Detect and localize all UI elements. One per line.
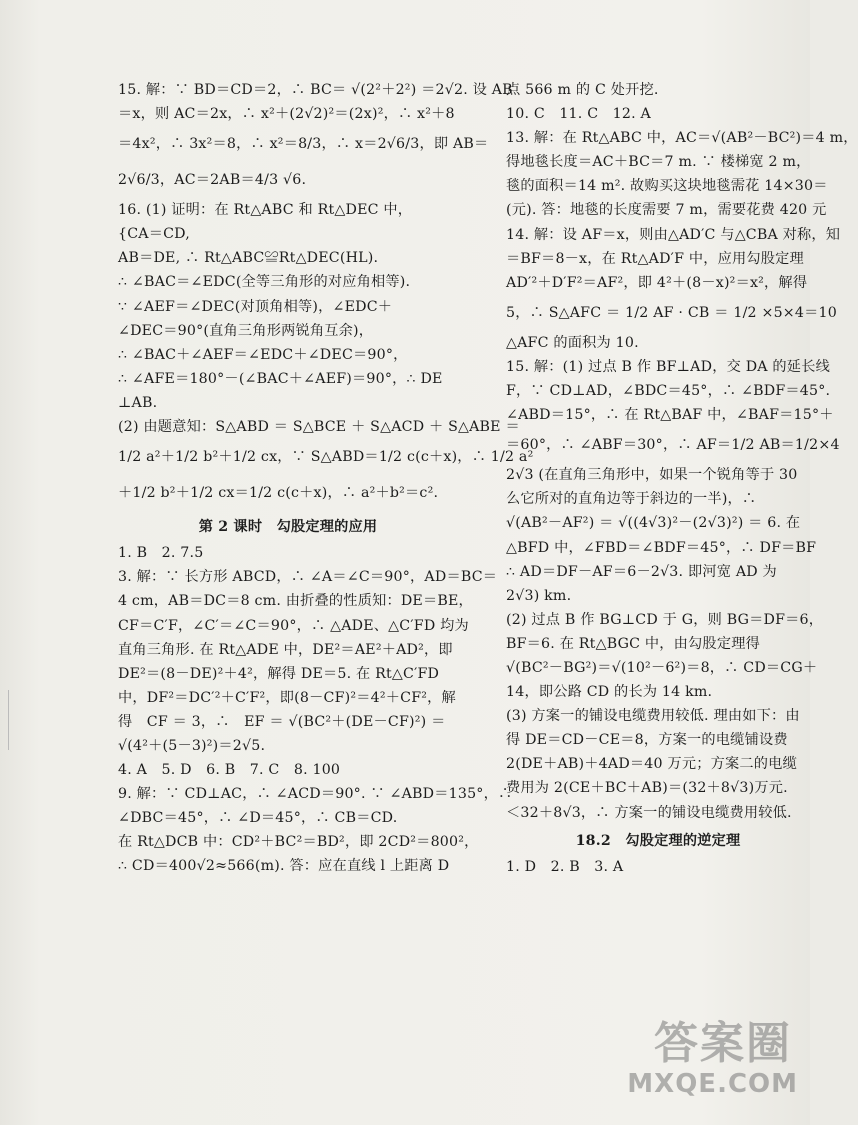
answer-line: 中，DF²＝DC′²＋C′F²，即(8－CF)²＝4²＋CF²，解 — [118, 689, 456, 706]
answer-line: ∠DBC＝45°，∴ ∠D＝45°，∴ CB＝CD. — [118, 810, 398, 827]
site-watermark — [627, 1007, 802, 1117]
answer-line: (2) 由题意知：S△ABD ＝ S△BCE ＋ S△ACD ＋ S△ABE ＝ — [118, 419, 520, 436]
answer-line: DE²＝(8－DE)²＋4²，解得 DE＝5. 在 Rt△C′FD — [118, 665, 440, 682]
answer-line: 2√3 (在直角三角形中，如果一个锐角等于 30 — [506, 467, 798, 484]
section-heading: 第 2 课时 勾股定理的应用 — [198, 519, 378, 536]
answer-line: 2(DE＋AB)＋4AD＝40 万元；方案二的电缆 — [506, 756, 797, 773]
answer-line: 1. D 2. B 3. A — [506, 858, 624, 875]
answer-line: △AFC 的面积为 10. — [506, 334, 639, 351]
answer-line: BF＝6. 在 Rt△BGC 中，由勾股定理得 — [506, 635, 760, 652]
watermark-logo-text: 答案圈 — [654, 1018, 792, 1069]
answer-line: ＝BF＝8－x，在 Rt△AD′F 中，应用勾股定理 — [506, 250, 804, 267]
answer-line: 费用为 2(CE＋BC＋AB)＝(32＋8√3)万元. — [506, 780, 788, 797]
answer-line: F，∵ CD⊥AD，∠BDC＝45°，∴ ∠BDF＝45°. — [506, 383, 831, 400]
answer-line: △BFD 中，∠FBD＝∠BDF＝45°，∴ DF＝BF — [506, 539, 817, 556]
section-heading: 18.2 勾股定理的逆定理 — [575, 832, 741, 849]
answer-line: √(4²＋(5－3)²)＝2√5. — [118, 737, 266, 754]
answer-line: 得 DE＝CD－CE＝8，方案一的电缆铺设费 — [506, 732, 788, 749]
answer-line: (3) 方案一的铺设电缆费用较低. 理由如下：由 — [506, 708, 800, 725]
answer-line: ∠ABD＝15°，∴ 在 Rt△BAF 中，∠BAF＝15°＋ — [506, 407, 834, 424]
answer-line: 直角三角形. 在 Rt△ADE 中，DE²＝AE²＋AD²，即 — [118, 641, 453, 658]
answer-line: ＝4x²，∴ 3x²＝8，∴ x²＝8/3，∴ x＝2√6/3，即 AB＝ — [118, 136, 489, 153]
answer-line: 1. B 2. 7.5 — [118, 545, 204, 562]
answer-line: 得地毯长度＝AC＋BC＝7 m. ∵ 楼梯宽 2 m， — [506, 154, 811, 171]
answer-line: 14，即公路 CD 的长为 14 km. — [506, 684, 713, 701]
answer-line: 4. A 5. D 6. B 7. C 8. 100 — [118, 762, 341, 779]
answer-line: 5，∴ S△AFC ＝ 1/2 AF · CB ＝ 1/2 ×5×4＝10 — [506, 304, 837, 321]
right-column — [506, 78, 858, 879]
answer-line: 14. 解：设 AF＝x，则由△AD′C 与△CBA 对称，知 — [506, 226, 841, 243]
answer-line: ∴ CD＝400√2≈566(m). 答：应在直线 l 上距离 D — [118, 858, 450, 875]
answer-line: ∴ ∠AFE＝180°－(∠BAC＋∠AEF)＝90°，∴ DE — [118, 370, 443, 387]
answer-line: 13. 解：在 Rt△ABC 中，AC＝√(AB²－BC²)＝4 m， — [506, 130, 858, 147]
answer-line: {CA＝CD, — [118, 226, 190, 243]
answer-line: ∵ ∠AEF＝∠DEC(对顶角相等)，∠EDC＋ — [118, 298, 393, 315]
watermark-url: MXQE.COM — [627, 1069, 798, 1099]
answer-line: 2√3) km. — [506, 587, 572, 604]
answer-line: 10. C 11. C 12. A — [506, 106, 651, 123]
answer-line: ⊥AB. — [118, 394, 158, 411]
answer-line: 么它所对的直角边等于斜边的一半)，∴ — [506, 491, 757, 508]
answer-line: 3. 解：∵ 长方形 ABCD，∴ ∠A＝∠C＝90°，AD＝BC＝ — [118, 569, 498, 586]
answer-line: 得 CF ＝ 3，∴ EF ＝ √(BC²＋(DE－CF)²) ＝ — [118, 713, 446, 730]
left-column — [118, 78, 534, 879]
answer-line: ∴ ∠BAC＋∠AEF＝∠EDC＋∠DEC＝90°， — [118, 346, 408, 363]
answer-line: 9. 解：∵ CD⊥AC，∴ ∠ACD＝90°. ∵ ∠ABD＝135°，∴ — [118, 786, 513, 803]
answer-line: CF＝C′F，∠C′＝∠C＝90°，∴ △ADE、△C′FD 均为 — [118, 617, 469, 634]
answer-line: 1/2 a²＋1/2 b²＋1/2 cx，∵ S△ABD＝1/2 c(c＋x)，∴ 1/2 a² — [118, 449, 534, 466]
answer-line: √(BC²－BG²)＝√(10²－6²)＝8，∴ CD＝CG＋ — [506, 659, 818, 676]
answer-line: 点 566 m 的 C 处开挖. — [506, 82, 659, 98]
answer-line: ＋1/2 b²＋1/2 cx＝1/2 c(c＋x)，∴ a²＋b²＝c². — [118, 485, 439, 502]
answer-line: 毯的面积＝14 m². 故购买这块地毯需花 14×30＝ — [506, 178, 828, 195]
answer-line: ＝x，则 AC＝2x，∴ x²＋(2√2)²＝(2x)²，∴ x²＋8 — [118, 106, 455, 123]
answer-line: ∠DEC＝90°(直角三角形两锐角互余)， — [118, 322, 374, 339]
answer-line: 2√6/3，AC＝2AB＝4/3 √6. — [118, 172, 307, 189]
answer-line: ∴ ∠BAC＝∠EDC(全等三角形的对应角相等). — [118, 274, 411, 291]
answer-line: 15. 解：(1) 过点 B 作 BF⊥AD，交 DA 的延长线 — [506, 358, 830, 375]
answer-line: 在 Rt△DCB 中：CD²＋BC²＝BD²，即 2CD²＝800²， — [118, 834, 479, 851]
answer-line: (元). 答：地毯的长度需要 7 m，需要花费 420 元 — [506, 202, 827, 219]
answer-line: 15. 解：∵ BD＝CD＝2，∴ BC＝ √(2²＋2²) ＝2√2. 设 AB — [118, 82, 513, 98]
answer-line: ＝60°，∴ ∠ABF＝30°，∴ AF＝1/2 AB＝1/2×4 — [506, 437, 840, 454]
answer-line: AB＝DE, ∴ Rt△ABC≌Rt△DEC(HL). — [118, 250, 379, 267]
answer-line: 16. (1) 证明：在 Rt△ABC 和 Rt△DEC 中， — [118, 202, 413, 219]
answer-line: √(AB²－AF²) ＝ √((4√3)²－(2√3)²) ＝ 6. 在 — [506, 515, 801, 532]
binding-mark — [8, 690, 9, 750]
answer-line: AD′²＋D′F²＝AF²，即 4²＋(8－x)²＝x²，解得 — [506, 274, 808, 291]
answer-line: (2) 过点 B 作 BG⊥CD 于 G，则 BG＝DF＝6， — [506, 611, 824, 628]
answer-line: ＜32＋8√3，∴ 方案一的铺设电缆费用较低. — [506, 804, 792, 821]
answer-line: 4 cm，AB＝DC＝8 cm. 由折叠的性质知：DE＝BE， — [118, 593, 473, 610]
answer-line: ∴ AD＝DF－AF＝6－2√3. 即河宽 AD 为 — [506, 563, 777, 580]
